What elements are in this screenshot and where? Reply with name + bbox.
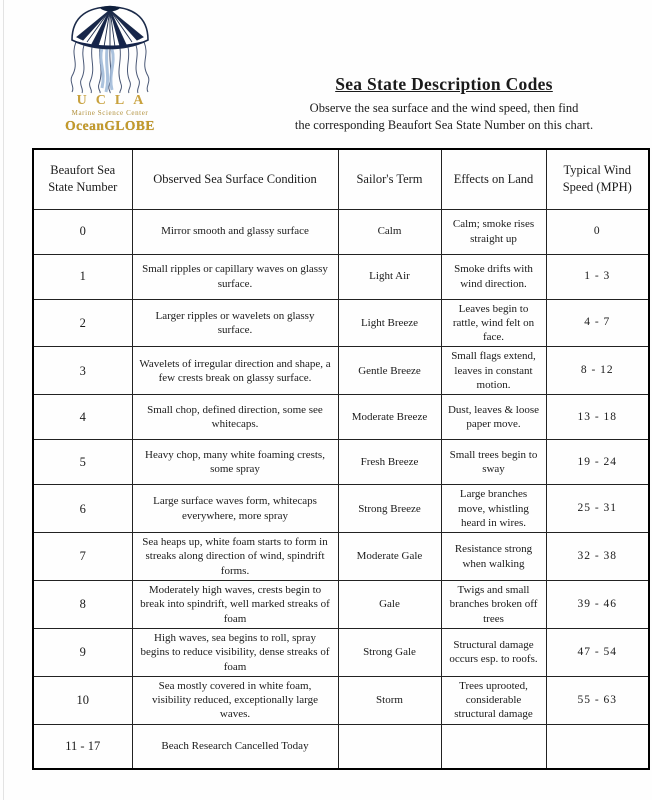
sea-state-table xyxy=(32,148,650,770)
table-row xyxy=(33,440,649,485)
table-row xyxy=(33,581,649,629)
wind-speed-cell: 32 - 38 xyxy=(546,533,649,581)
wind-speed-cell: 47 - 54 xyxy=(546,628,649,676)
sea-surface-condition-cell: Mirror smooth and glassy surface xyxy=(132,209,338,254)
effects-on-land-cell: Small flags extend, leaves in constant motion. xyxy=(441,347,546,395)
logo-program: OceanGLOBE xyxy=(65,118,155,133)
jellyfish-icon xyxy=(54,4,166,94)
effects-on-land-cell: Twigs and small branches broken off trees xyxy=(441,581,546,629)
sea-surface-condition-cell: Larger ripples or wavelets on glassy surface. xyxy=(132,299,338,347)
effects-on-land-cell xyxy=(441,724,546,769)
sea-surface-condition-cell: Sea heaps up, white foam starts to form in streaks along direction of wind, spindrift forms. xyxy=(132,533,338,581)
sea-surface-condition-cell: Beach Research Cancelled Today xyxy=(132,724,338,769)
sea-surface-condition-cell: Small chop, defined direction, some see whitecaps. xyxy=(132,395,338,440)
sailors-term-cell: Light Breeze xyxy=(338,299,441,347)
wind-speed-cell: 19 - 24 xyxy=(546,440,649,485)
beaufort-number-cell: 4 xyxy=(33,395,132,440)
wind-speed-cell: 0 xyxy=(546,209,649,254)
effects-on-land-cell: Large branches move, whistling heard in wires. xyxy=(441,485,546,533)
page-title: Sea State Description Codes xyxy=(335,74,553,94)
sea-surface-condition-cell: Large surface waves form, whitecaps everywhere, more spray xyxy=(132,485,338,533)
sea-surface-condition-cell: Small ripples or capillary waves on glassy surface. xyxy=(132,254,338,299)
sailors-term-cell xyxy=(338,724,441,769)
effects-on-land-cell: Dust, leaves & loose paper move. xyxy=(441,395,546,440)
sailors-term-cell: Calm xyxy=(338,209,441,254)
table-row xyxy=(33,395,649,440)
subtitle-line-1: Observe the sea surface and the wind speed, then find xyxy=(309,101,579,115)
column-header: Observed Sea Surface Condition xyxy=(132,149,338,209)
effects-on-land-cell: Calm; smoke rises straight up xyxy=(441,209,546,254)
beaufort-number-cell: 7 xyxy=(33,533,132,581)
wind-speed-cell: 39 - 46 xyxy=(546,581,649,629)
wind-speed-cell: 13 - 18 xyxy=(546,395,649,440)
table-row xyxy=(33,209,649,254)
sailors-term-cell: Strong Gale xyxy=(338,628,441,676)
sea-surface-condition-cell: Sea mostly covered in white foam, visibility reduced, exceptionally large waves. xyxy=(132,676,338,724)
logo-subtitle: Marine Science Center xyxy=(71,109,149,117)
beaufort-number-cell: 10 xyxy=(33,676,132,724)
sailors-term-cell: Light Air xyxy=(338,254,441,299)
table-body xyxy=(33,209,649,769)
table-row xyxy=(33,533,649,581)
beaufort-number-cell: 5 xyxy=(33,440,132,485)
page-subtitle xyxy=(238,100,650,134)
beaufort-number-cell: 9 xyxy=(33,628,132,676)
sea-surface-condition-cell: Moderately high waves, crests begin to break into spindrift, well marked streaks of foam xyxy=(132,581,338,629)
effects-on-land-cell: Resistance strong when walking xyxy=(441,533,546,581)
sailors-term-cell: Strong Breeze xyxy=(338,485,441,533)
effects-on-land-cell: Structural damage occurs esp. to roofs. xyxy=(441,628,546,676)
title-block xyxy=(238,74,650,134)
sailors-term-cell: Storm xyxy=(338,676,441,724)
effects-on-land-cell: Smoke drifts with wind direction. xyxy=(441,254,546,299)
beaufort-number-cell: 0 xyxy=(33,209,132,254)
effects-on-land-cell: Leaves begin to rattle, wind felt on face. xyxy=(441,299,546,347)
effects-on-land-cell: Trees uprooted, considerable structural damage xyxy=(441,676,546,724)
wind-speed-cell: 1 - 3 xyxy=(546,254,649,299)
oceanglobe-logo xyxy=(50,4,170,133)
sea-surface-condition-cell: High waves, sea begins to roll, spray begins to reduce visibility, dense streaks of foam xyxy=(132,628,338,676)
sea-surface-condition-cell: Wavelets of irregular direction and shape, a few crests break on glassy surface. xyxy=(132,347,338,395)
wind-speed-cell xyxy=(546,724,649,769)
sailors-term-cell: Fresh Breeze xyxy=(338,440,441,485)
table-row xyxy=(33,485,649,533)
column-header: Typical Wind Speed (MPH) xyxy=(546,149,649,209)
column-header: Sailor's Term xyxy=(338,149,441,209)
wind-speed-cell: 4 - 7 xyxy=(546,299,649,347)
wind-speed-cell: 25 - 31 xyxy=(546,485,649,533)
table-row xyxy=(33,724,649,769)
beaufort-number-cell: 2 xyxy=(33,299,132,347)
table-row xyxy=(33,628,649,676)
wind-speed-cell: 8 - 12 xyxy=(546,347,649,395)
table-row xyxy=(33,347,649,395)
beaufort-number-cell: 6 xyxy=(33,485,132,533)
effects-on-land-cell: Small trees begin to sway xyxy=(441,440,546,485)
sailors-term-cell: Gale xyxy=(338,581,441,629)
sea-surface-condition-cell: Heavy chop, many white foaming crests, some spray xyxy=(132,440,338,485)
table-row xyxy=(33,254,649,299)
beaufort-number-cell: 8 xyxy=(33,581,132,629)
beaufort-number-cell: 1 xyxy=(33,254,132,299)
column-header: Beaufort Sea State Number xyxy=(33,149,132,209)
sailors-term-cell: Moderate Gale xyxy=(338,533,441,581)
sailors-term-cell: Moderate Breeze xyxy=(338,395,441,440)
sailors-term-cell: Gentle Breeze xyxy=(338,347,441,395)
beaufort-number-cell: 3 xyxy=(33,347,132,395)
header-row xyxy=(33,149,649,209)
subtitle-line-2: the corresponding Beaufort Sea State Number on this chart. xyxy=(294,117,594,132)
table-row xyxy=(33,676,649,724)
table-header xyxy=(33,149,649,209)
beaufort-number-cell: 11 - 17 xyxy=(33,724,132,769)
logo-acronym: UCLA xyxy=(76,93,153,108)
table-row xyxy=(33,299,649,347)
wind-speed-cell: 55 - 63 xyxy=(546,676,649,724)
column-header: Effects on Land xyxy=(441,149,546,209)
